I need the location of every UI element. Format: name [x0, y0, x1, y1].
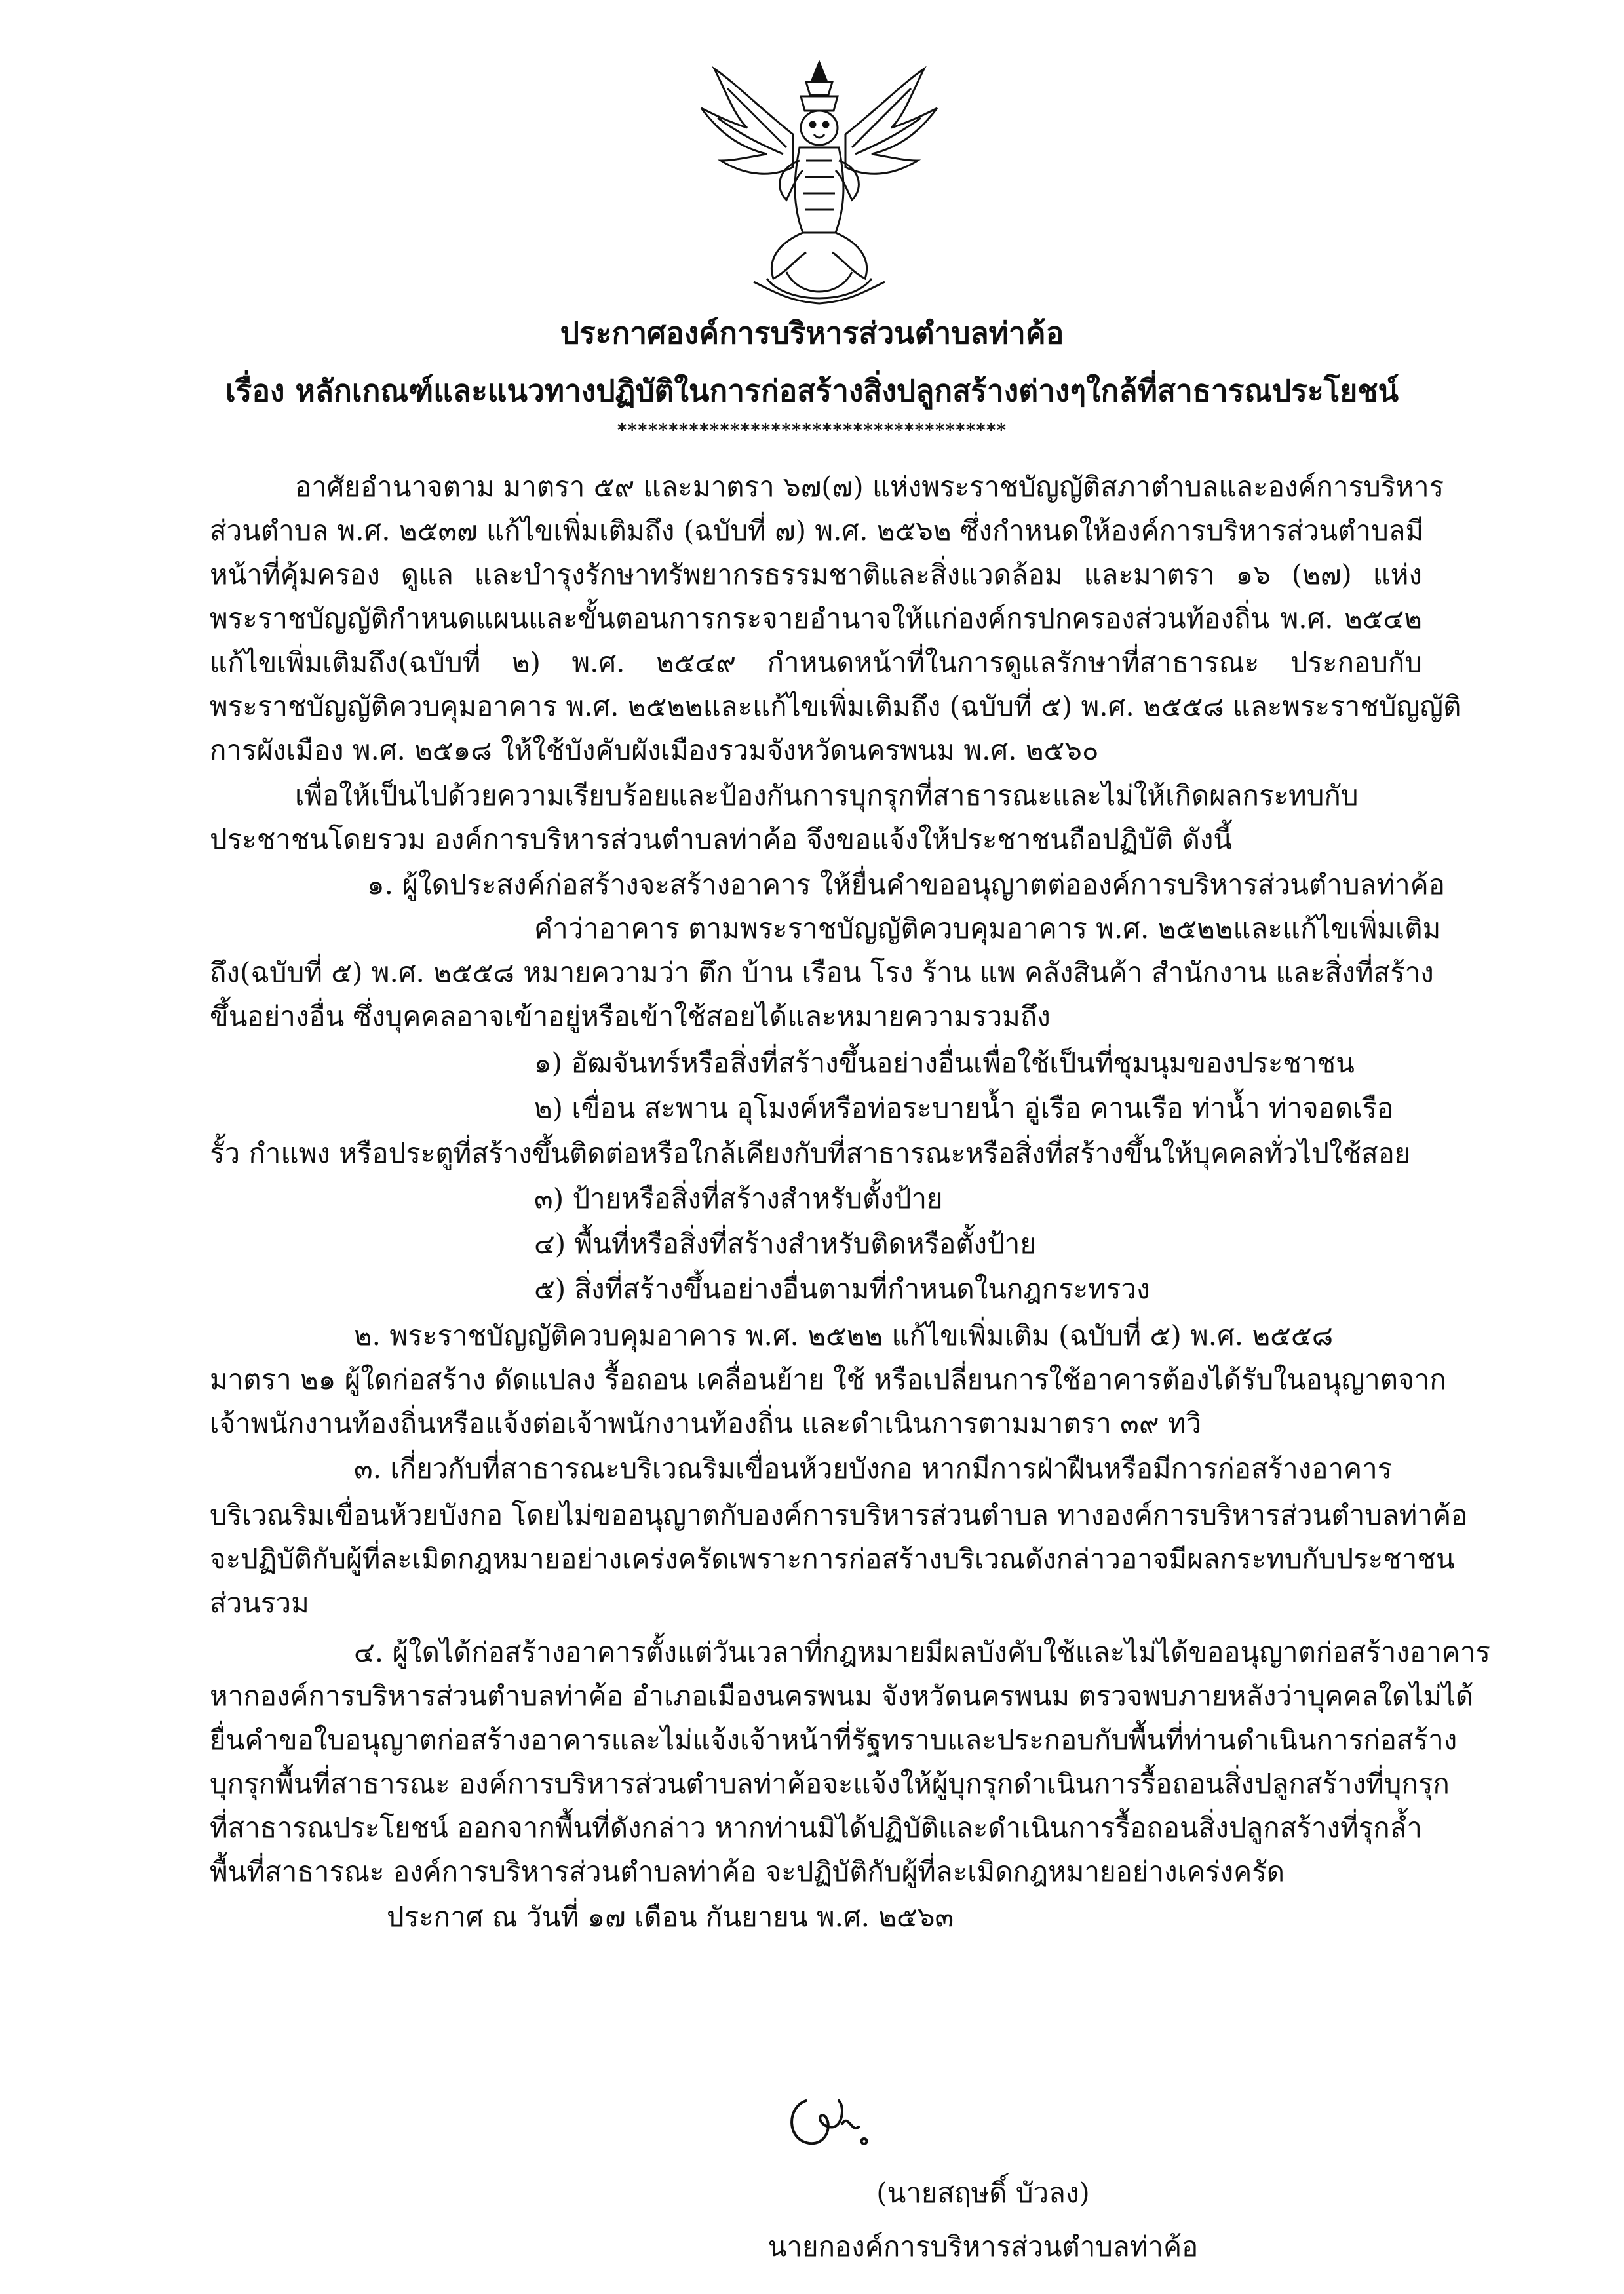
para2-line: ประชาชนโดยรวม องค์การบริหารส่วนตำบลท่าค้อ จึงขอแจ้งให้ประชาชนถือปฏิบัติ ดังนี้	[210, 823, 1233, 855]
title-separator: **************************************	[617, 419, 1007, 441]
item1-line: คำว่าอาคาร ตามพระราชบัญญัติควบคุมอาคาร พ.ศ. ๒๕๒๒และแก้ไขเพิ่มเติม	[534, 912, 1441, 944]
signer-title: นายกองค์การบริหารส่วนตำบลท่าค้อ	[767, 2230, 1199, 2263]
item4-line: ยื่นคำขอใบอนุญาตก่อสร้างอาคารและไม่แจ้งเจ้าหน้าที่รัฐทราบและประกอบกับพื้นที่ท่านดำเนินการก่อสร้าง	[210, 1724, 1458, 1756]
announce-date: ประกาศ ณ วันที่ ๑๗ เดือน กันยายน พ.ศ. ๒๕๖๓	[387, 1901, 954, 1933]
item1-subitem: ๔) พื้นที่หรือสิ่งที่สร้างสำหรับติดหรือตั้งป้าย	[534, 1228, 1036, 1260]
para1-line: แก้ไขเพิ่มเติมถึง(ฉบับที่ ๒) พ.ศ. ๒๕๔๙ กำหนดหน้าที่ในการดูแลรักษาที่สาธารณะ ประกอบกับ	[210, 646, 1422, 678]
item3-line: ๓. เกี่ยวกับที่สาธารณะบริเวณริมเขื่อนห้วยบังกอ หากมีการฝ่าฝืนหรือมีการก่อสร้างอาคาร	[354, 1452, 1393, 1485]
para1-line: อาศัยอำนาจตาม มาตรา ๕๙ และมาตรา ๖๗(๗) แห่งพระราชบัญญัติสภาตำบลและองค์การบริหาร	[295, 471, 1444, 503]
item2-line: มาตรา ๒๑ ผู้ใดก่อสร้าง ดัดแปลง รื้อถอน เคลื่อนย้าย ใช้ หรือเปลี่ยนการใช้อาคารต้องได้รับในอนุญาตจาก	[210, 1363, 1446, 1395]
para1-line: พระราชบัญญัติกำหนดแผนและขั้นตอนการกระจายอำนาจให้แก่องค์กรปกครองส่วนท้องถิ่น พ.ศ. ๒๕๔๒	[210, 602, 1422, 634]
para1-line: การผังเมือง พ.ศ. ๒๕๑๘ ให้ใช้บังคับผังเมืองรวมจังหวัดนครพนม พ.ศ. ๒๕๖๐	[210, 734, 1099, 766]
item3-line: ส่วนรวม	[210, 1587, 309, 1619]
item2-line: ๒. พระราชบัญญัติควบคุมอาคาร พ.ศ. ๒๕๒๒ แก้ไขเพิ่มเติม (ฉบับที่ ๕) พ.ศ. ๒๕๕๘	[354, 1319, 1334, 1351]
item3-line: บริเวณริมเขื่อนห้วยบังกอ โดยไม่ขออนุญาตกับองค์การบริหารส่วนตำบล ทางองค์การบริหารส่วนตำบลท่าค้อ	[210, 1499, 1468, 1531]
document-title: ประกาศองค์การบริหารส่วนตำบลท่าค้อ	[560, 315, 1064, 351]
item3-line: จะปฏิบัติกับผู้ที่ละเมิดกฎหมายอย่างเคร่งครัดเพราะการก่อสร้างบริเวณดังกล่าวอาจมีผลกระทบกับประชาชน	[210, 1543, 1455, 1575]
item1-subitem: ๒) เขื่อน สะพาน อุโมงค์หรือท่อระบายน้ำ อู่เรือ คานเรือ ท่าน้ำ ท่าจอดเรือ	[534, 1092, 1394, 1124]
item2-line: เจ้าพนักงานท้องถิ่นหรือแจ้งต่อเจ้าพนักงานท้องถิ่น และดำเนินการตามมาตรา ๓๙ ทวิ	[210, 1407, 1202, 1439]
para1-line: ส่วนตำบล พ.ศ. ๒๕๓๗ แก้ไขเพิ่มเติมถึง (ฉบับที่ ๗) พ.ศ. ๒๕๖๒ ซึ่งกำหนดให้องค์การบริหารส่วนตำบลมี	[210, 515, 1424, 547]
item4-line: หากองค์การบริหารส่วนตำบลท่าค้อ อำเภอเมืองนครพนม จังหวัดนครพนม ตรวจพบภายหลังว่าบุคคลใดไม่ได้	[210, 1680, 1474, 1712]
signer-name: (นายสฤษดิ์ บัวลง)	[876, 2177, 1090, 2209]
item1-subitem: ๕) สิ่งที่สร้างขึ้นอย่างอื่นตามที่กำหนดในกฎกระทรวง	[534, 1273, 1150, 1305]
item1-subitem: ๑) อัฒจันทร์หรือสิ่งที่สร้างขึ้นอย่างอื่นเพื่อใช้เป็นที่ชุมนุมของประชาชน	[534, 1047, 1355, 1079]
item4-line: บุกรุกพื้นที่สาธารณะ องค์การบริหารส่วนตำบลท่าค้อจะแจ้งให้ผู้บุกรุกดำเนินการรื้อถอนสิ่งปลูกสร้างที่บุกรุก	[210, 1768, 1450, 1800]
item1-line: รั้ว กำแพง หรือประตูที่สร้างขึ้นติดต่อหรือใกล้เคียงกับที่สาธารณะหรือสิ่งที่สร้างขึ้นให้บุคคลทั่วไปใช้สอย	[210, 1137, 1411, 1169]
para1-line: หน้าที่คุ้มครอง ดูแล และบำรุงรักษาทรัพยากรธรรมชาติและสิ่งแวดล้อม และมาตรา ๑๖ (๒๗) แห่ง	[210, 558, 1422, 591]
item1-subitem: ๓) ป้ายหรือสิ่งที่สร้างสำหรับตั้งป้าย	[534, 1182, 943, 1215]
item4-line: ๔. ผู้ใดได้ก่อสร้างอาคารตั้งแต่วันเวลาที่กฎหมายมีผลบังคับใช้และไม่ได้ขออนุญาตก่อสร้างอาคาร	[354, 1636, 1490, 1668]
item1-line: ถึง(ฉบับที่ ๕) พ.ศ. ๒๕๕๘ หมายความว่า ตึก บ้าน เรือน โรง ร้าน แพ คลังสินค้า สำนักงาน และสิ่งที่สร้าง	[210, 956, 1434, 988]
document-subject: เรื่อง หลักเกณฑ์และแนวทางปฏิบัติในการก่อสร้างสิ่งปลูกสร้างต่างๆใกล้ที่สาธารณประโยชน์	[225, 373, 1399, 408]
item4-line: พื้นที่สาธารณะ องค์การบริหารส่วนตำบลท่าค้อ จะปฏิบัติกับผู้ที่ละเมิดกฎหมายอย่างเคร่งครัด	[210, 1856, 1285, 1888]
signature-icon	[780, 2088, 878, 2160]
item1-line: ๑. ผู้ใดประสงค์ก่อสร้างจะสร้างอาคาร ให้ยื่นคำขออนุญาตต่อองค์การบริหารส่วนตำบลท่าค้อ	[367, 868, 1445, 901]
item1-line: ขึ้นอย่างอื่น ซึ่งบุคคลอาจเข้าอยู่หรือเข้าใช้สอยได้และหมายความรวมถึง	[210, 1000, 1051, 1032]
garuda-emblem-icon	[688, 56, 950, 308]
para1-line: พระราชบัญญัติควบคุมอาคาร พ.ศ. ๒๕๒๒และแก้ไขเพิ่มเติมถึง (ฉบับที่ ๕) พ.ศ. ๒๕๕๘ และพระราชบัญญัติ	[210, 690, 1461, 722]
para2-line: เพื่อให้เป็นไปด้วยความเรียบร้อยและป้องกันการบุกรุกที่สาธารณะและไม่ให้เกิดผลกระทบกับ	[295, 779, 1359, 811]
item4-line: ที่สาธารณประโยชน์ ออกจากพื้นที่ดังกล่าว หากท่านมิได้ปฏิบัติและดำเนินการรื้อถอนสิ่งปลูกสร้างที่รุกล้ำ	[210, 1812, 1422, 1844]
